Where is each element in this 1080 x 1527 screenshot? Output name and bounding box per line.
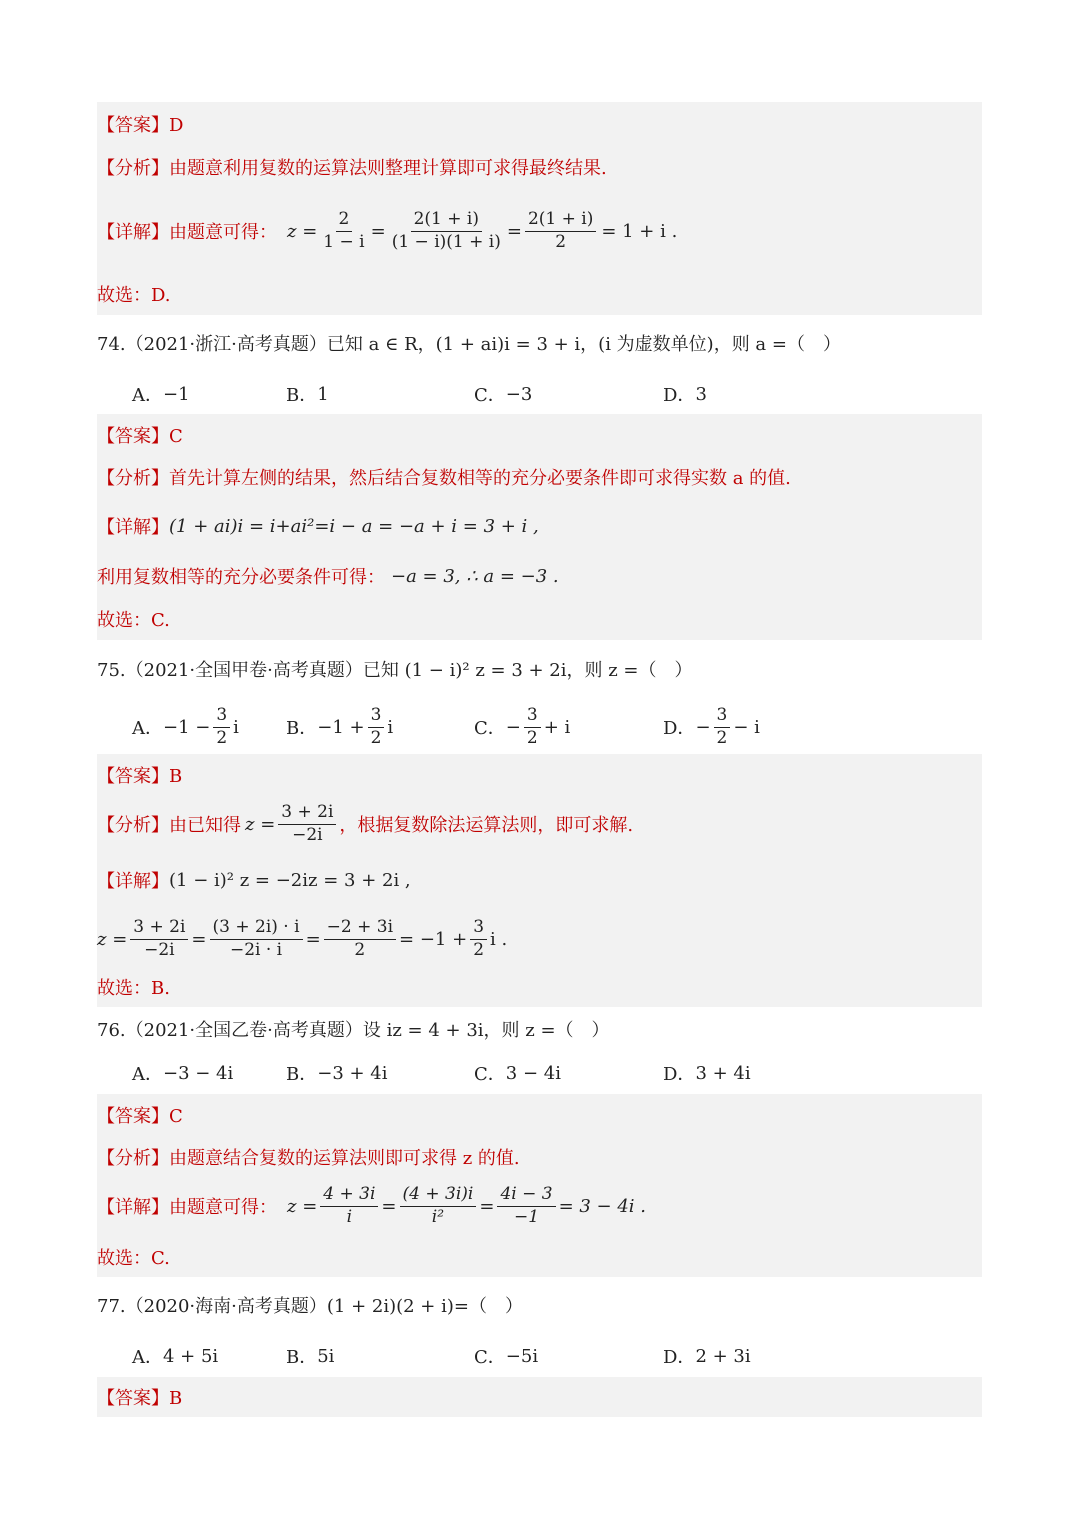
- q77-option-d[interactable]: D． 2 + 3i: [663, 1345, 751, 1368]
- q75-options: [132, 704, 892, 750]
- q76-option-c[interactable]: C． 3 − 4i: [474, 1062, 561, 1085]
- q74-detail: [97, 509, 539, 543]
- q75-answer: 【答案】B: [97, 766, 183, 787]
- q76-solution-panel: [97, 1094, 982, 1277]
- q74-detail-label: 【详解】: [97, 517, 169, 538]
- q76-detail: 【详解】由题意可得： z = $\frac{4 + 3i}{i}$ = $\frac{(4 + 3i)i}{\text{i²}}$ = $\frac{4i - 3}{-1}$ = 3 − 4i .: [97, 1183, 646, 1227]
- q74-option-a[interactable]: A． −1: [132, 383, 190, 406]
- q75-frac-3: $\frac{-2 + 3i}{2}$: [324, 918, 396, 960]
- q73-detail-label: 【详解】由题意可得：: [97, 222, 277, 243]
- q76-frac-1: $\frac{4 + 3i}{i}$: [320, 1185, 378, 1227]
- q73-solution-panel: [97, 102, 982, 315]
- q75-analysis-frac: $\frac{3 + 2i}{-2i}$: [278, 803, 336, 845]
- q75-frac-4: $\frac{3}{2}$: [470, 918, 487, 960]
- q76-analysis: 【分析】由题意结合复数的运算法则即可求得 z 的值.: [97, 1148, 520, 1169]
- q75-analysis-label: 【分析】由已知得: [97, 815, 241, 836]
- q75-analysis-tail: ，根据复数除法运算法则，即可求解.: [339, 815, 634, 836]
- q74-step-math: −a = 3, ∴ a = −3 .: [391, 565, 559, 587]
- q75-option-a[interactable]: A． −1 − $\frac{3}{2}$ i: [132, 704, 239, 748]
- q73-z-eq: z =: [287, 220, 318, 242]
- q74-option-c[interactable]: C． −3: [474, 383, 533, 406]
- q74-step-label: 利用复数相等的充分必要条件可得：: [97, 567, 385, 588]
- q76-conclusion: 故选：C.: [97, 1248, 170, 1269]
- q74-analysis: 【分析】首先计算左侧的结果，然后结合复数相等的充分必要条件即可求得实数 a 的值.: [97, 468, 791, 489]
- q76-options: [132, 1053, 892, 1093]
- q74-answer: 【答案】C: [97, 426, 183, 447]
- q76-frac-3: $\frac{4i - 3}{-1}$: [497, 1185, 555, 1227]
- q77-option-c[interactable]: C． −5i: [474, 1345, 539, 1368]
- q75-detail-math: (1 − i)² z = −2iz = 3 + 2i ,: [169, 869, 411, 891]
- q75-frac-1: $\frac{3 + 2i}{-2i}$: [130, 918, 188, 960]
- q73-frac-1: $\frac{2}{1 - i}$: [323, 208, 365, 252]
- q74-detail-math: (1 + ai)i = i+ai²=i − a = −a + i = 3 + i ,: [169, 515, 539, 537]
- q74-solution-panel: [97, 414, 982, 640]
- q74-question: 74.（2021·浙江·高考真题）已知 a ∈ R，(1 + ai)i = 3 + i，(i 为虚数单位)，则 a =（ ）: [97, 334, 841, 355]
- q76-answer: 【答案】C: [97, 1106, 183, 1127]
- q76-question: 76.（2021·全国乙卷·高考真题）设 iz = 4 + 3i，则 z =（ ）: [97, 1020, 610, 1041]
- q77-solution-panel: [97, 1377, 982, 1417]
- q75-question: 75.（2021·全国甲卷·高考真题）已知 (1 − i)² z = 3 + 2i，则 z =（ ）: [97, 660, 693, 681]
- q75-detail: [97, 863, 411, 897]
- q73-frac-2: $\frac{2(1 + i)}{(1 - i)(1 + i)}$: [391, 208, 501, 252]
- q73-result: = 1 + i .: [601, 220, 678, 242]
- q73-detail: 【详解】由题意可得： z = $\frac{2}{1 - i}$ = $\frac{2(1 + i)}{(1 - i)(1 + i)}$ = $\frac{2(1 + i)}{2}$ = 1 + i .: [97, 208, 678, 252]
- q73-conclusion: 故选：D.: [97, 285, 171, 306]
- q74-options: [132, 374, 892, 414]
- q75-option-c[interactable]: C． − $\frac{3}{2}$ + i: [474, 704, 571, 748]
- q75-analysis: 【分析】由已知得 z = $\frac{3 + 2i}{-2i}$ ，根据复数除法运算法则，即可求解.: [97, 801, 634, 845]
- q76-option-a[interactable]: A． −3 − 4i: [132, 1062, 234, 1085]
- q75-frac-2: $\frac{(3 + 2i) \cdot i}{-2i \cdot i}$: [210, 918, 303, 960]
- q74-step: [97, 559, 559, 593]
- q74-conclusion: 故选：C.: [97, 610, 170, 631]
- q77-option-a[interactable]: A． 4 + 5i: [132, 1345, 219, 1368]
- q75-solution-panel: [97, 754, 982, 1007]
- q73-frac-3: $\frac{2(1 + i)}{2}$: [525, 210, 596, 252]
- q77-option-b[interactable]: B． 5i: [286, 1345, 335, 1368]
- q76-result: = 3 − 4i .: [558, 1195, 646, 1217]
- q76-frac-2: $\frac{(4 + 3i)i}{\text{i²}}$: [400, 1185, 477, 1227]
- q74-option-b[interactable]: B． 1: [286, 383, 329, 406]
- q76-detail-label: 【详解】由题意可得：: [97, 1197, 277, 1218]
- q77-options: [132, 1336, 892, 1376]
- q75-detail-line2: z = $\frac{3 + 2i}{-2i}$ = $\frac{(3 + 2i) \cdot i}{-2i \cdot i}$ = $\frac{-2 + 3i}{2}$ = −1 + $\frac{3}{2}$ i .: [97, 916, 508, 960]
- q73-answer: 【答案】D: [97, 115, 184, 136]
- q77-question: 77.（2020·海南·高考真题）(1 + 2i)(2 + i)=（ ）: [97, 1296, 523, 1317]
- q77-answer: 【答案】B: [97, 1388, 183, 1409]
- q75-option-d[interactable]: D． − $\frac{3}{2}$ − i: [663, 704, 760, 748]
- q76-option-d[interactable]: D． 3 + 4i: [663, 1062, 751, 1085]
- q75-conclusion: 故选：B.: [97, 978, 170, 999]
- q75-detail-label: 【详解】: [97, 871, 169, 892]
- q75-option-b[interactable]: B． −1 + $\frac{3}{2}$ i: [286, 704, 394, 748]
- q73-analysis: 【分析】由题意利用复数的运算法则整理计算即可求得最终结果.: [97, 158, 607, 179]
- q74-option-d[interactable]: D． 3: [663, 383, 707, 406]
- q76-option-b[interactable]: B． −3 + 4i: [286, 1062, 388, 1085]
